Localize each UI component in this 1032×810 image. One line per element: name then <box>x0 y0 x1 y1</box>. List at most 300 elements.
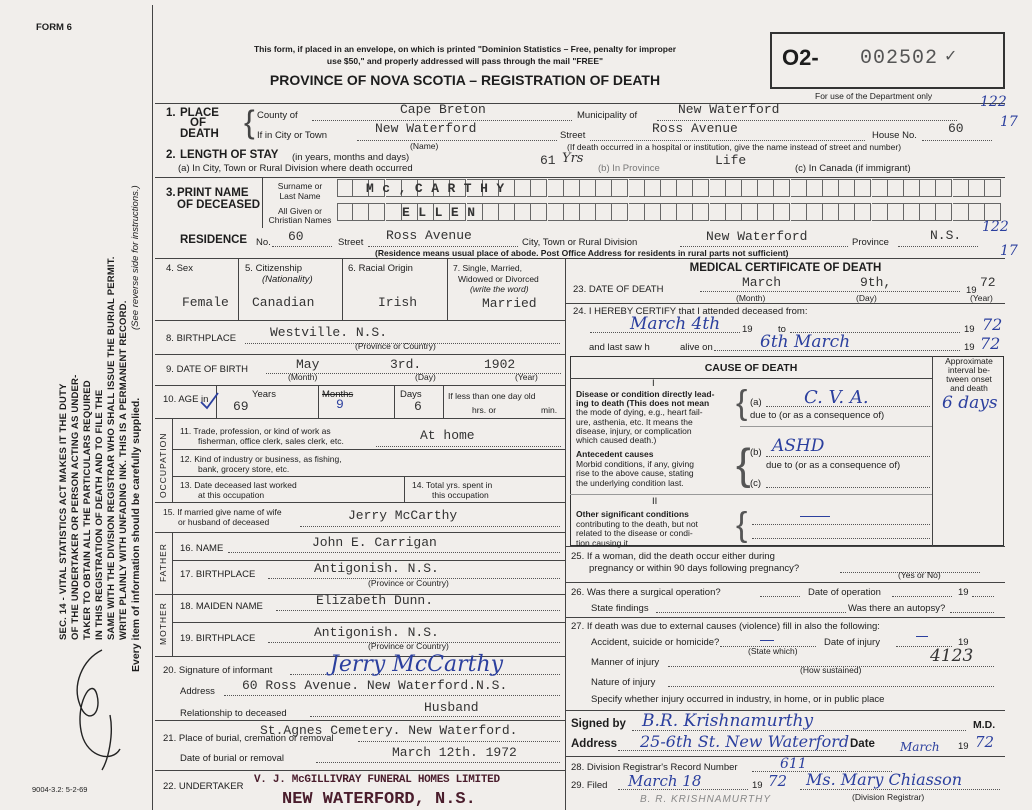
letter-cell <box>564 179 580 197</box>
letter-cell <box>920 203 936 221</box>
letter-cell <box>564 203 580 221</box>
letter-cell <box>710 179 726 197</box>
q26-number: 26. <box>571 587 585 598</box>
father-birthplace-sub: (Province or Country) <box>368 578 449 588</box>
street-value: Ross Avenue <box>652 121 738 136</box>
marital-value: Married <box>482 296 537 311</box>
letter-cell <box>791 203 807 221</box>
q12-label: bank, grocery store, etc. <box>198 464 290 474</box>
filed-year: 72 <box>768 772 788 790</box>
q25-number: 25. <box>571 551 585 562</box>
letter-cell <box>953 179 969 197</box>
city-value: New Waterford <box>375 121 477 136</box>
nature-label: Nature of injury <box>591 677 656 688</box>
letter-cell <box>548 179 564 197</box>
q27-number: 27. <box>571 621 585 632</box>
to-year: 72 <box>982 315 1003 334</box>
cert-date-label: Date <box>850 738 875 750</box>
county-value: Cape Breton <box>400 102 486 117</box>
interval-header: Approximate interval be- tween onset and death <box>945 356 993 393</box>
municipality-value: New Waterford <box>678 102 780 117</box>
q24-number: 24. <box>573 306 587 317</box>
q13-number: 13. <box>180 480 192 490</box>
dash-mark <box>800 516 830 517</box>
reg-prefix: O2- <box>782 45 819 70</box>
burial-date: March 12th. 1972 <box>392 745 517 760</box>
letter-cell <box>369 203 385 221</box>
letter-cell <box>855 203 871 221</box>
cause-b-label: (b) <box>750 447 762 458</box>
birthplace-sub: (Province or Country) <box>355 341 436 351</box>
state-which-sub: (State which) <box>748 646 798 656</box>
stay-number: 2. <box>166 149 176 161</box>
father-birthplace: Antigonish. N.S. <box>314 561 439 576</box>
spouse-label: or husband of deceased <box>178 517 270 527</box>
q11-label: Trade, profession, or kind of work as <box>193 426 331 436</box>
father-side: FATHER <box>158 543 168 582</box>
letter-cell <box>596 179 612 197</box>
burial-number: 21. <box>163 733 177 744</box>
letter-cell <box>953 203 969 221</box>
letter-cell <box>742 203 758 221</box>
cause-b-value: ASHD <box>772 436 825 456</box>
brace: { <box>736 384 748 422</box>
registrar-signature: Ms. Mary Chiasson <box>806 770 963 789</box>
informant-address-label: Address <box>180 686 215 697</box>
medical-title: MEDICAL CERTIFICATE OF DEATH <box>689 262 882 274</box>
spouse-value: Jerry McCarthy <box>348 508 458 523</box>
letter-cell <box>726 203 742 221</box>
stay-c-label: (c) In Canada (if immigrant) <box>795 163 911 174</box>
letter-cell <box>629 179 645 197</box>
code-hw: 4123 <box>930 646 974 666</box>
age-years: 69 <box>233 399 249 414</box>
q11-number: 11. <box>180 426 192 436</box>
given-value: ELLEN <box>402 205 484 220</box>
form-title: PROVINCE OF NOVA SCOTIA – REGISTRATION OF DEATH <box>269 72 661 88</box>
dept-use: For use of the Department only <box>815 91 933 101</box>
code-hw: 122 <box>980 94 1007 110</box>
letter-cell <box>904 203 920 221</box>
birthplace-label: BIRTHPLACE <box>176 333 237 344</box>
brace: { <box>244 104 255 140</box>
age-number: 10. <box>163 394 177 405</box>
mother-birthplace-label: BIRTHPLACE <box>195 633 256 644</box>
accident-label: Accident, suicide or homicide? <box>591 637 720 648</box>
racial-number: 6. <box>348 263 356 274</box>
q14-label: Total yrs. spent in <box>426 480 493 490</box>
marital-label: (write the word) <box>470 284 529 294</box>
house-label: House No. <box>872 130 917 141</box>
manner-label: Manner of injury <box>591 657 660 668</box>
letter-cell <box>677 179 693 197</box>
q25-label: pregnancy or within 90 days following pregnancy? <box>589 563 800 574</box>
dash-mark <box>760 640 774 641</box>
letter-cell <box>774 179 790 197</box>
letter-cell <box>936 203 952 221</box>
residence-division: New Waterford <box>706 229 808 244</box>
father-name-number: 16. <box>180 543 194 554</box>
q23-label: DATE OF DEATH <box>588 284 664 295</box>
margin-notice-line: OF THE UNDERTAKER OR PERSON ACTING AS UNDER- <box>70 374 81 640</box>
doctor-stamp: B. R. KRISHNAMURTHY <box>640 794 772 805</box>
mail-note: This form, if placed in an envelope, on which is printed "Dominion Statistics – Free, penalty for improper <box>253 44 677 54</box>
occupation-side: OCCUPATION <box>158 432 168 498</box>
dob-month: May <box>296 357 320 372</box>
record-number-n: 28. <box>571 762 585 773</box>
death-month: March <box>742 275 782 290</box>
autopsy-label: Was there an autopsy? <box>848 603 946 614</box>
cause-a-interval: 6 days <box>942 393 998 413</box>
injury-date-label: Date of injury <box>824 637 880 648</box>
spouse-number: 15. <box>163 507 175 517</box>
letter-cell <box>531 179 547 197</box>
letter-cell <box>791 179 807 197</box>
street-label: Street <box>560 130 586 141</box>
letter-cell <box>483 203 499 221</box>
cert-date-hw: March <box>900 740 940 754</box>
margin-notice-line: TAKER TO OBTAIN ALL THE PARTICULARS REQUIRED <box>82 380 93 640</box>
to-yr: 19 <box>964 324 975 335</box>
sex-label: Sex <box>176 263 193 274</box>
dob-year-sub: (Year) <box>515 372 538 382</box>
attended-from: March 4th <box>630 314 721 334</box>
margin-notice-line: WRITE PLAINLY WITH UNFADING INK. THIS IS A PERMANENT RECORD. <box>118 300 129 640</box>
last-saw-value: 6th March <box>760 332 851 352</box>
letter-cell <box>872 203 888 221</box>
birthplace-number: 8. <box>166 333 174 344</box>
q11-value: At home <box>420 428 475 443</box>
death-day: 9th, <box>860 275 892 290</box>
cert-address-label: Address <box>571 738 618 750</box>
letter-cell <box>499 203 515 221</box>
letter-cell <box>872 179 888 197</box>
mail-note: use $50," and properly addressed will pass through the mail "FREE" <box>326 56 604 66</box>
letter-cell <box>985 179 1001 197</box>
form-code: 9004-3.2: 5-2-69 <box>32 785 88 794</box>
letter-cell <box>888 203 904 221</box>
stay-a-hw: Yrs <box>562 151 584 166</box>
letter-cell <box>920 179 936 197</box>
letter-cell <box>823 179 839 197</box>
due-to-label: due to (or as a consequence of) <box>750 410 885 421</box>
marital-label: Widowed or Divorced <box>458 274 539 284</box>
letter-cell <box>337 179 353 197</box>
name-label: OF DECEASED <box>177 199 261 211</box>
citizen-number: 5. <box>245 263 253 274</box>
disease-note: Disease or condition directly lead- ing to death (This does not mean the mode of dying, e.g., heart fail- ure, asthenia, etc. It means the disease, injury, or complication which caused death.) <box>576 389 715 446</box>
dob-number: 9. <box>166 364 174 375</box>
rule <box>155 103 1005 104</box>
letter-cell <box>645 203 661 221</box>
county-label: County of <box>257 110 298 121</box>
yes-no-sub: (Yes or No) <box>898 570 941 580</box>
record-label: Division Registrar's Record Number <box>586 762 738 773</box>
name-note: (Name) <box>410 141 439 151</box>
father-name: John E. Carrigan <box>312 535 437 550</box>
letter-cell <box>580 203 596 221</box>
antecedent-note: Antecedent causes Morbid conditions, if any, giving rise to the above cause, stating the underlying condition last. <box>576 449 694 488</box>
informant-address: 60 Ross Avenue. New Waterford.N.S. <box>242 678 508 693</box>
q14-label: this occupation <box>432 490 489 500</box>
spouse-label: If married give name of wife <box>177 507 282 517</box>
stay-a-label: (a) In City, Town or Rural Division where death occurred <box>178 163 413 174</box>
letter-cell <box>936 179 952 197</box>
signed-value: B.R. Krishnamurthy <box>642 711 814 731</box>
days-label: Days <box>400 389 422 400</box>
findings-label: State findings <box>591 603 649 614</box>
letter-cell <box>677 203 693 221</box>
place-label: OF <box>190 117 206 129</box>
op-yr: 19 <box>958 587 969 598</box>
undertaker-stamp: V. J. McGILLIVRAY FUNERAL HOMES LIMITED <box>254 774 500 786</box>
letter-cell <box>839 203 855 221</box>
q27-label: If death was due to external causes (violence) fill in also the following: <box>586 621 880 632</box>
reg-number: 002502 <box>860 47 939 70</box>
filed-number: 29. <box>571 780 585 791</box>
stay-b-value: Life <box>715 153 747 168</box>
residence-street-label: Street <box>338 237 364 248</box>
due-to-label: due to (or as a consequence of) <box>766 460 901 471</box>
q11-label: fisherman, office clerk, sales clerk, etc. <box>198 436 344 446</box>
age-label: AGE in <box>178 394 209 405</box>
dob-month-sub: (Month) <box>288 372 318 382</box>
residence-no: 60 <box>288 229 304 244</box>
letter-cell <box>661 179 677 197</box>
mother-maiden-number: 18. <box>180 601 194 612</box>
residence-no-label: No. <box>256 237 271 248</box>
father-birthplace-label: BIRTHPLACE <box>195 569 256 580</box>
letter-cell <box>807 203 823 221</box>
q12-label: Kind of industry or business, as fishing, <box>194 454 342 464</box>
death-month-sub: (Month) <box>736 293 766 303</box>
death-yr: 19 <box>966 285 977 296</box>
letter-cell <box>612 203 628 221</box>
city-label: If in City or Town <box>257 130 328 141</box>
cause-c-label: (c) <box>750 478 762 489</box>
marital-label: Single, Married, <box>462 263 522 273</box>
letter-cell <box>661 203 677 221</box>
brace: { <box>736 440 751 489</box>
q24-label: I HEREBY CERTIFY that I attended deceased from: <box>588 306 808 317</box>
letter-cell <box>629 203 645 221</box>
sex-value: Female <box>182 295 229 310</box>
age-months: 9 <box>336 397 344 412</box>
cert-date-year: 72 <box>975 733 995 751</box>
cause-a-value: C. V. A. <box>804 387 869 408</box>
q13-label: at this occupation <box>198 490 265 500</box>
letter-cell <box>888 179 904 197</box>
marital-number: 7. <box>453 263 461 273</box>
father-name-label: NAME <box>195 543 224 554</box>
code-hw: 17 <box>1000 114 1018 130</box>
father-birthplace-number: 17. <box>180 569 194 580</box>
dob-day: 3rd. <box>390 357 422 372</box>
hrs-label: hrs. or <box>472 405 497 415</box>
dob-year: 1902 <box>484 357 516 372</box>
letter-cell <box>904 179 920 197</box>
stay-label: LENGTH OF STAY <box>180 149 279 161</box>
place-label: DEATH <box>180 128 219 140</box>
every-item-note: Every item of information should be carefully supplied. <box>130 397 142 672</box>
informant-number: 20. <box>163 665 177 676</box>
margin-squiggle-icon <box>62 645 132 775</box>
brace: { <box>736 506 748 544</box>
registration-box <box>770 32 1005 89</box>
filed-value: March 18 <box>628 772 702 790</box>
undertaker-stamp: NEW WATERFORD, N.S. <box>282 790 476 809</box>
letter-cell <box>531 203 547 221</box>
stay-a-value: 61 <box>540 153 556 168</box>
letter-cell <box>353 203 369 221</box>
filed-yr: 19 <box>752 780 763 791</box>
years-label: Years <box>252 389 276 400</box>
margin-rule <box>152 5 153 810</box>
informant-signature: Jerry McCarthy <box>330 652 504 677</box>
q13-label: Date deceased last worked <box>194 480 297 490</box>
letter-cell <box>337 203 353 221</box>
residence-note: (Residence means usual place of abode. Post Office Address for residents in rural parts not sufficient) <box>375 248 789 258</box>
residence-street: Ross Avenue <box>386 228 472 243</box>
relationship-value: Husband <box>424 700 479 715</box>
q26-label: Was there a surgical operation? <box>586 587 721 598</box>
burial-place: St.Agnes Cemetery. New Waterford. <box>260 723 518 738</box>
letter-cell <box>758 203 774 221</box>
filed-label: Filed <box>586 780 608 791</box>
birthplace-value: Westville. N.S. <box>270 325 388 340</box>
citizen-value: Canadian <box>252 295 315 310</box>
reg-check-icon: ✓ <box>944 48 958 65</box>
injury-yr: 19 <box>958 637 969 648</box>
less-than-day: If less than one day old <box>448 391 536 401</box>
margin-notice-line: SAME WITH THE DIVISION REGISTRAR WHO SHALL ISSUE THE BURIAL PERMIT. <box>106 256 117 640</box>
racial-label: Racial Origin <box>358 263 413 274</box>
letter-cell <box>612 179 628 197</box>
letter-cell <box>693 179 709 197</box>
age-days: 6 <box>414 399 422 414</box>
q23-number: 23. <box>573 284 587 295</box>
md-label: M.D. <box>973 719 996 731</box>
mother-side: MOTHER <box>158 602 168 645</box>
surname-value: Mc,CARTHY <box>366 181 513 196</box>
letter-cell <box>774 203 790 221</box>
margin-notice-line: IN THIS REGISTRATION OF DEATH AND TO FILE THE <box>94 389 105 640</box>
cert-address: 25-6th St. New Waterford <box>640 732 850 751</box>
letter-cell <box>386 203 402 221</box>
hospital-note: (If death occurred in a hospital or institution, give the name instead of street and number) <box>567 142 902 152</box>
surname-label: Surname or <box>277 181 323 191</box>
house-value: 60 <box>948 121 964 136</box>
mother-birthplace-sub: (Province or Country) <box>368 641 449 651</box>
signed-label: Signed by <box>571 718 626 730</box>
death-year-sub: (Year) <box>970 293 993 303</box>
record-value: 611 <box>780 756 807 772</box>
mother-maiden-label: MAIDEN NAME <box>195 601 263 612</box>
burial-date-label: Date of burial or removal <box>180 753 285 764</box>
death-day-sub: (Day) <box>856 293 877 303</box>
mother-maiden: Elizabeth Dunn. <box>316 593 434 608</box>
code-hw: 17 <box>1000 243 1018 259</box>
code-hw: 122 <box>982 219 1009 235</box>
residence-label: RESIDENCE <box>180 234 248 246</box>
last-yr: 19 <box>964 342 975 353</box>
mother-birthplace-number: 19. <box>180 633 194 644</box>
form-label: FORM 6 <box>36 22 72 33</box>
dob-day-sub: (Day) <box>415 372 436 382</box>
q14-number: 14. <box>412 480 424 490</box>
death-year: 72 <box>980 275 996 290</box>
letter-cell <box>548 203 564 221</box>
other-conditions-note: Other significant conditions contributing to the death, but not related to the disease or condi- tion causing it. <box>576 509 698 548</box>
last-year: 72 <box>980 334 1001 353</box>
q12-number: 12. <box>180 454 192 464</box>
undertaker-number: 22. <box>163 781 177 792</box>
undertaker-label: UNDERTAKER <box>178 781 244 792</box>
given-label: Christian Names <box>268 215 332 225</box>
letter-cell <box>855 179 871 197</box>
racial-value: Irish <box>378 295 418 310</box>
letter-cell <box>596 203 612 221</box>
mother-birthplace: Antigonish. N.S. <box>314 625 439 640</box>
given-label: All Given or <box>278 206 322 216</box>
alive-label: alive on <box>680 342 713 353</box>
stay-b-label: (b) In Province <box>598 163 660 174</box>
residence-division-label: City, Town or Rural Division <box>522 237 638 248</box>
months-label: Months <box>322 389 354 400</box>
letter-cell <box>580 179 596 197</box>
relationship-label: Relationship to deceased <box>180 708 287 719</box>
letter-cell <box>758 179 774 197</box>
residence-province: N.S. <box>930 228 962 243</box>
margin-notice-line: SEC. 14 - VITAL STATISTICS ACT MAKES IT THE DUTY <box>58 383 69 640</box>
letter-cell <box>807 179 823 197</box>
place-number: 1. <box>166 107 176 119</box>
burial-place-label: Place of burial, cremation or removal <box>178 733 334 744</box>
letter-cell <box>710 203 726 221</box>
residence-province-label: Province <box>852 237 889 248</box>
from-yr: 19 <box>742 324 753 335</box>
cert-date-yr: 19 <box>958 741 969 752</box>
letter-cell <box>969 179 985 197</box>
registrar-label: (Division Registrar) <box>852 792 925 802</box>
stay-sub: (in years, months and days) <box>292 152 410 163</box>
see-reverse-note: (See reverse side for instructions.) <box>130 185 141 330</box>
letter-cell <box>742 179 758 197</box>
cause-a-label: (a) <box>750 397 762 408</box>
name-number: 3. <box>166 187 176 199</box>
letter-cell <box>823 203 839 221</box>
name-label: PRINT NAME <box>177 187 249 199</box>
citizen-sub: (Nationality) <box>262 274 313 285</box>
letter-cell <box>515 179 531 197</box>
dob-label: DATE OF BIRTH <box>176 364 249 375</box>
sex-number: 4. <box>166 263 174 274</box>
place-label: PLACE <box>180 107 219 119</box>
q25-label: If a woman, did the death occur either during <box>586 551 775 562</box>
to-label: to <box>778 324 786 335</box>
letter-cell <box>515 203 531 221</box>
specify-label: Specify whether injury occurred in industry, in home, or in public place <box>591 694 885 705</box>
check-mark-icon <box>198 390 220 412</box>
column-divider <box>565 258 566 810</box>
letter-cell <box>839 179 855 197</box>
surname-label: Last Name <box>279 191 321 201</box>
roman-1: I <box>652 378 655 389</box>
informant-signature-label: Signature of informant <box>178 665 273 676</box>
cause-header: CAUSE OF DEATH <box>704 362 798 374</box>
how-sustained-sub: (How sustained) <box>800 665 862 675</box>
roman-2: II <box>652 496 658 507</box>
